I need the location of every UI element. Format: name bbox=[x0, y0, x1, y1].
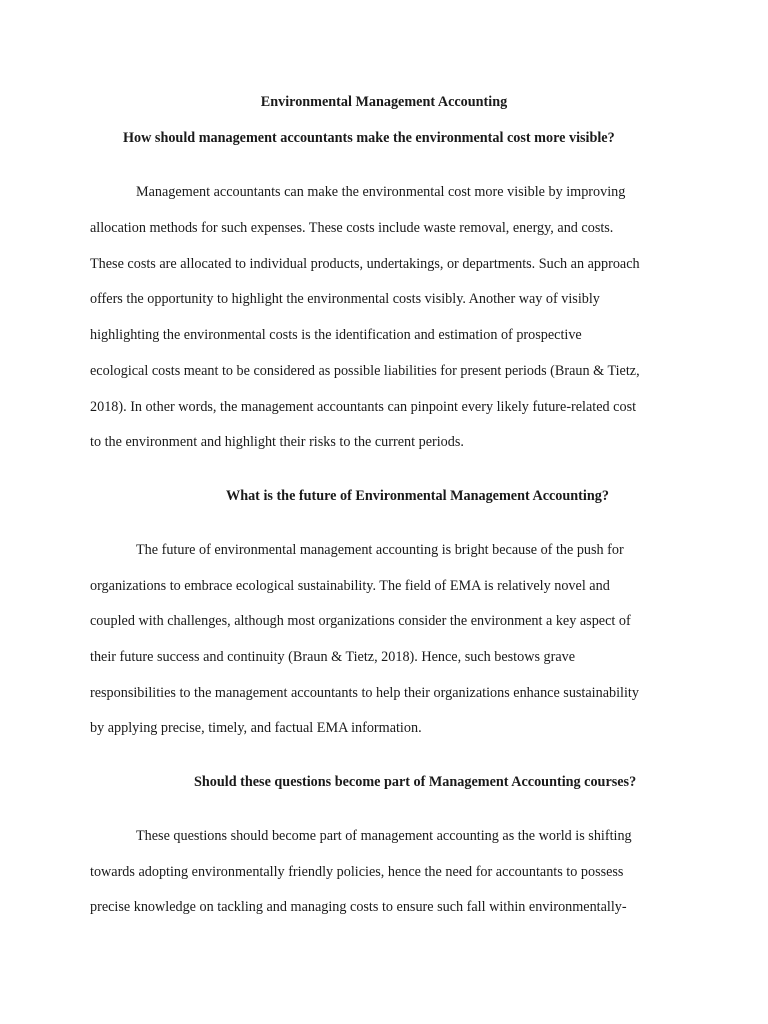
paragraph-line: precise knowledge on tackling and managing costs to ensure such fall within environmentally- bbox=[90, 899, 627, 915]
paragraph-line: their future success and continuity (Braun & Tietz, 2018). Hence, such bestows grave bbox=[90, 649, 576, 665]
paragraph-line: The future of environmental management accounting is bright because of the push for bbox=[136, 542, 624, 558]
paragraph-line: Management accountants can make the environmental cost more visible by improving bbox=[136, 184, 626, 200]
paragraph-line: responsibilities to the management accountants to help their organizations enhance sustainability bbox=[90, 685, 639, 701]
paragraph-line: highlighting the environmental costs is the identification and estimation of prospective bbox=[90, 327, 582, 343]
paragraph-line: These questions should become part of management accounting as the world is shifting bbox=[136, 828, 632, 844]
paragraph-line: 2018). In other words, the management accountants can pinpoint every likely future-related cost bbox=[90, 399, 637, 415]
paragraph-line: to the environment and highlight their risks to the current periods. bbox=[90, 434, 464, 450]
section-heading-future-ema: What is the future of Environmental Management Accounting? bbox=[226, 488, 609, 504]
section-heading-environmental-cost: How should management accountants make the environmental cost more visible? bbox=[123, 130, 615, 146]
section-heading-courses: Should these questions become part of Management Accounting courses? bbox=[194, 774, 637, 790]
paragraph-line: allocation methods for such expenses. These costs include waste removal, energy, and costs. bbox=[90, 220, 614, 236]
document-title: Environmental Management Accounting bbox=[260, 94, 508, 110]
paragraph-line: towards adopting environmentally friendly policies, hence the need for accountants to possess bbox=[90, 864, 624, 880]
paragraph-line: coupled with challenges, although most organizations consider the environment a key aspect of bbox=[90, 613, 631, 629]
paragraph-line: offers the opportunity to highlight the environmental costs visibly. Another way of visibly bbox=[90, 291, 600, 307]
paragraph-line: organizations to embrace ecological sustainability. The field of EMA is relatively novel and bbox=[90, 578, 610, 594]
paragraph-line: These costs are allocated to individual products, undertakings, or departments. Such an approach bbox=[90, 256, 640, 272]
paragraph-line: ecological costs meant to be considered as possible liabilities for present periods (Braun & Tietz, bbox=[90, 363, 640, 379]
paragraph-line: by applying precise, timely, and factual EMA information. bbox=[90, 720, 422, 736]
